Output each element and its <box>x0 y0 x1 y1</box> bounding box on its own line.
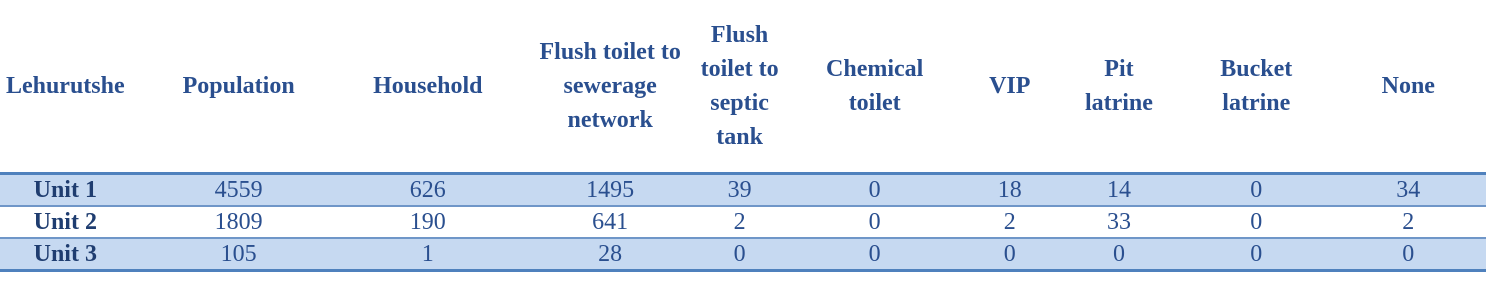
table-cell: 33 <box>1056 206 1182 238</box>
table-cell: 0 <box>1182 174 1331 207</box>
header-flush-sewerage: Flush toilet to sewerage network <box>527 0 694 174</box>
table-cell: 2 <box>693 206 785 238</box>
table-body <box>0 174 1486 271</box>
table-cell: 0 <box>1182 206 1331 238</box>
table-cell: 0 <box>1182 238 1331 271</box>
header-pit-latrine: Pit latrine <box>1056 0 1182 174</box>
row-label: Unit 1 <box>0 174 149 207</box>
table-cell: 1 <box>329 238 527 271</box>
table-cell: 2 <box>1331 206 1486 238</box>
table-row <box>0 206 1486 238</box>
table-cell: 1495 <box>527 174 694 207</box>
table-cell: 190 <box>329 206 527 238</box>
header-bucket-latrine: Bucket latrine <box>1182 0 1331 174</box>
header-population: Population <box>149 0 329 174</box>
table-cell: 0 <box>786 206 964 238</box>
table-row <box>0 174 1486 207</box>
table-cell: 2 <box>964 206 1056 238</box>
table-cell: 105 <box>149 238 329 271</box>
table-cell: 28 <box>527 238 694 271</box>
table-cell: 0 <box>693 238 785 271</box>
table-cell: 14 <box>1056 174 1182 207</box>
table-cell: 1809 <box>149 206 329 238</box>
table-cell: 641 <box>527 206 694 238</box>
table-cell: 39 <box>693 174 785 207</box>
table-cell: 4559 <box>149 174 329 207</box>
table-cell: 0 <box>964 238 1056 271</box>
header-chemical-toilet: Chemical toilet <box>786 0 964 174</box>
table-cell: 0 <box>1056 238 1182 271</box>
table-cell: 0 <box>1331 238 1486 271</box>
header-area: Lehurutshe <box>0 0 149 174</box>
table-cell: 626 <box>329 174 527 207</box>
header-none: None <box>1331 0 1486 174</box>
table-cell: 34 <box>1331 174 1486 207</box>
table-row <box>0 238 1486 271</box>
row-label: Unit 2 <box>0 206 149 238</box>
table-cell: 0 <box>786 238 964 271</box>
header-vip: VIP <box>964 0 1056 174</box>
header-flush-septic: Flush toilet to septic tank <box>693 0 785 174</box>
table-cell: 18 <box>964 174 1056 207</box>
header-household: Household <box>329 0 527 174</box>
table-cell: 0 <box>786 174 964 207</box>
row-label: Unit 3 <box>0 238 149 271</box>
